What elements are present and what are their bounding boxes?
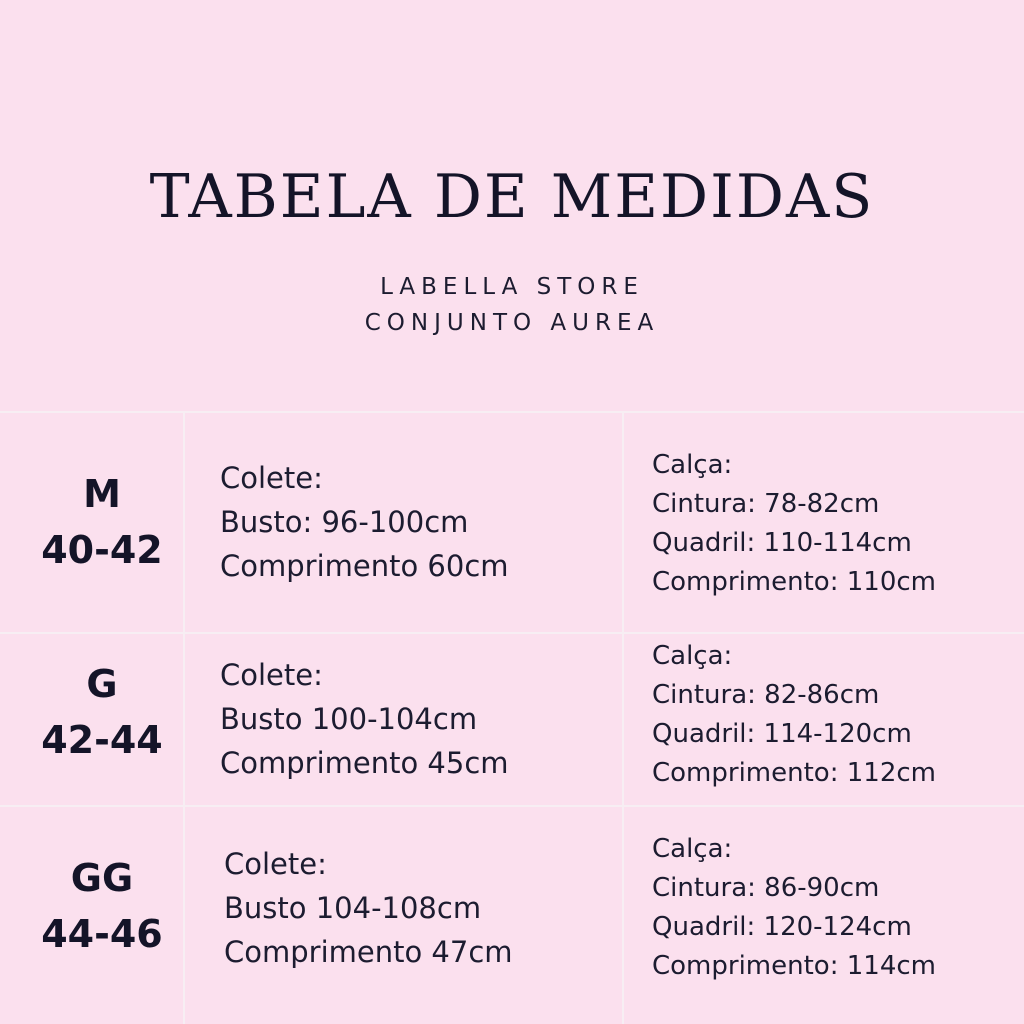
calca-measurements <box>652 446 936 602</box>
colete-heading: Colete: <box>220 461 323 495</box>
calca-comprimento: Comprimento: 112cm <box>652 758 936 788</box>
colete-heading: Colete: <box>220 658 323 692</box>
size-range: 44-46 <box>41 912 163 956</box>
calca-cintura: Cintura: 82-86cm <box>652 680 880 710</box>
colete-busto: Busto 104-108cm <box>224 891 482 925</box>
colete-comprimento: Comprimento 60cm <box>220 549 509 583</box>
size-code: GG <box>70 856 134 900</box>
calca-cintura: Cintura: 86-90cm <box>652 873 880 903</box>
size-label <box>0 656 204 768</box>
calca-measurements <box>652 637 936 793</box>
table-border-top <box>0 411 1024 413</box>
colete-heading: Colete: <box>224 847 327 881</box>
calca-measurements <box>652 830 936 986</box>
colete-comprimento: Comprimento 45cm <box>220 746 509 780</box>
store-name: LABELLA STORE <box>380 274 644 300</box>
size-label <box>0 850 204 962</box>
page-title: TABELA DE MEDIDAS <box>149 162 875 232</box>
colete-measurements <box>220 653 509 785</box>
calca-cintura: Cintura: 78-82cm <box>652 489 880 519</box>
calca-quadril: Quadril: 114-120cm <box>652 719 912 749</box>
column-divider <box>622 412 624 1024</box>
calca-heading: Calça: <box>652 450 733 480</box>
row-divider <box>0 805 1024 807</box>
colete-busto: Busto 100-104cm <box>220 702 478 736</box>
calca-heading: Calça: <box>652 641 733 671</box>
size-code: G <box>86 662 118 706</box>
size-range: 42-44 <box>41 718 163 762</box>
colete-measurements <box>224 842 513 974</box>
calca-comprimento: Comprimento: 114cm <box>652 951 936 981</box>
product-name: CONJUNTO AUREA <box>364 310 660 336</box>
calca-heading: Calça: <box>652 834 733 864</box>
size-code: M <box>83 472 121 516</box>
calca-quadril: Quadril: 110-114cm <box>652 528 912 558</box>
calca-comprimento: Comprimento: 110cm <box>652 567 936 597</box>
colete-busto: Busto: 96-100cm <box>220 505 469 539</box>
calca-quadril: Quadril: 120-124cm <box>652 912 912 942</box>
colete-comprimento: Comprimento 47cm <box>224 935 513 969</box>
colete-measurements <box>220 456 509 588</box>
size-label <box>0 466 204 578</box>
size-range: 40-42 <box>41 528 163 572</box>
row-divider <box>0 632 1024 634</box>
